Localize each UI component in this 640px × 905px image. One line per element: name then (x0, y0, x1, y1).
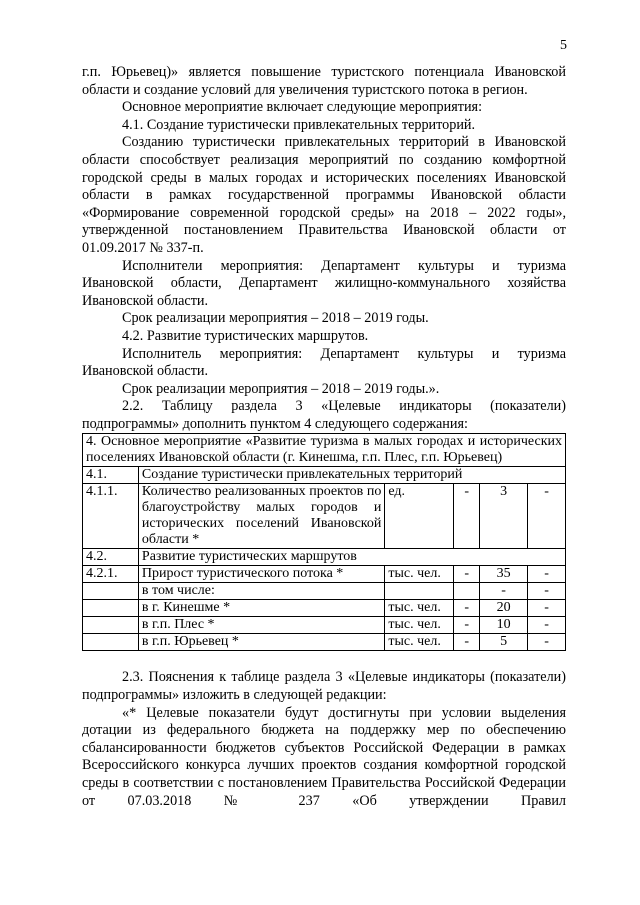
table-row (83, 634, 566, 651)
paragraph: 4.1. Создание туристически привлекательных территорий. (122, 116, 476, 133)
cell-v2: - (480, 583, 528, 600)
cell-v3: - (528, 566, 566, 583)
paragraph: «* Целевые показатели будут достигнуты при условии выделения дотации из федерального бюджета на поддержку мер по обеспечению сбалансированности бюджетов субъектов Российской Федерации в рамках Всероссийского конкурса лучших проектов создания комфортной городской среды в соответствии с постановлением Правительства Российской Федерации от 07.03.2018 № 237 «Об утверждении Правил (82, 704, 566, 809)
cell-name: Прирост туристического потока * (138, 566, 384, 583)
cell-unit: ед. (385, 484, 454, 549)
paragraph: Созданию туристически привлекательных территорий в Ивановской области способствует реализация мероприятий по созданию комфортной городской среды в малых городах и исторических поселениях Ивановской области в рамках государственной программы Ивановской области «Формирование современной городской среды» на 2018 – 2022 годы», утвержденной постановлением Правительства Ивановской области от 01.09.2017 № 337-п. (82, 134, 566, 256)
paragraph: 2.2. Таблицу раздела 3 «Целевые индикаторы (показатели) подпрограммы» дополнить пунктом 4 следующего содержания: (82, 398, 566, 432)
table-row (83, 467, 566, 484)
paragraph: 4.2. Развитие туристических маршрутов. (122, 327, 369, 344)
cell-v3: - (528, 617, 566, 634)
spacer (82, 651, 566, 669)
cell-name: в г.п. Плес * (138, 617, 384, 634)
cell-v2: 3 (480, 484, 528, 549)
paragraph: Исполнители мероприятия: Департамент культуры и туризма Ивановской области, Департамент жилищно-коммунального хозяйства Ивановской области. (82, 257, 566, 309)
cell-num: 4.2. (83, 549, 139, 566)
cell-name: Количество реализованных проектов по благоустройству малых городов и исторических поселений Ивановской области * (138, 484, 384, 549)
cell-v1: - (454, 617, 480, 634)
cell-v2: 10 (480, 617, 528, 634)
table-row (83, 600, 566, 617)
cell-name: Развитие туристических маршрутов (138, 549, 565, 566)
paragraph: г.п. Юрьевец)» является повышение туристского потенциала Ивановской области и создание условий для увеличения туристского потока в регион. (82, 64, 566, 98)
table-row (83, 549, 566, 566)
table-row (83, 583, 566, 600)
indicators-table (82, 433, 566, 651)
table-header-cell: 4. Основное мероприятие «Развитие туризма в малых городах и исторических поселениях Ивановской области (г. Кинешма, г.п. Плес, г.п. Юрьевец) (83, 434, 566, 467)
cell-v3: - (528, 634, 566, 651)
paragraph: Срок реализации мероприятия – 2018 – 2019 годы.». (122, 380, 440, 397)
cell-name: в г.п. Юрьевец * (138, 634, 384, 651)
cell-num: 4.1.1. (83, 484, 139, 549)
cell-unit (385, 583, 454, 600)
cell-name: в том числе: (138, 583, 384, 600)
cell-v3: - (528, 600, 566, 617)
document-body (82, 64, 566, 810)
cell-name: Создание туристически привлекательных территорий (138, 467, 565, 484)
cell-unit: тыс. чел. (385, 566, 454, 583)
cell-unit: тыс. чел. (385, 634, 454, 651)
table-row (83, 484, 566, 549)
table-row (83, 617, 566, 634)
cell-name: в г. Кинешме * (138, 600, 384, 617)
cell-v1: - (454, 566, 480, 583)
cell-num (83, 617, 139, 634)
cell-num (83, 600, 139, 617)
cell-v1: - (454, 600, 480, 617)
paragraph: Срок реализации мероприятия – 2018 – 2019 годы. (122, 310, 429, 327)
paragraphs-bottom (82, 669, 566, 810)
cell-v2: 20 (480, 600, 528, 617)
cell-v1: - (454, 484, 480, 549)
cell-v2: 5 (480, 634, 528, 651)
paragraph: Исполнитель мероприятия: Департамент культуры и туризма Ивановской области. (82, 345, 566, 380)
cell-num: 4.2.1. (83, 566, 139, 583)
cell-v3: - (528, 583, 566, 600)
cell-v3: - (528, 484, 566, 549)
cell-v1 (454, 583, 480, 600)
cell-v1: - (454, 634, 480, 651)
cell-num (83, 583, 139, 600)
cell-unit: тыс. чел. (385, 617, 454, 634)
cell-unit: тыс. чел. (385, 600, 454, 617)
table-row (83, 566, 566, 583)
cell-num: 4.1. (83, 467, 139, 484)
paragraphs-top (82, 64, 566, 433)
paragraph: Основное мероприятие включает следующие мероприятия: (122, 99, 483, 116)
page-number: 5 (560, 38, 567, 53)
cell-num (83, 634, 139, 651)
cell-v2: 35 (480, 566, 528, 583)
paragraph: 2.3. Пояснения к таблице раздела 3 «Целевые индикаторы (показатели) подпрограммы» изложить в следующей редакции: (82, 669, 566, 704)
table-header-row (83, 434, 566, 467)
